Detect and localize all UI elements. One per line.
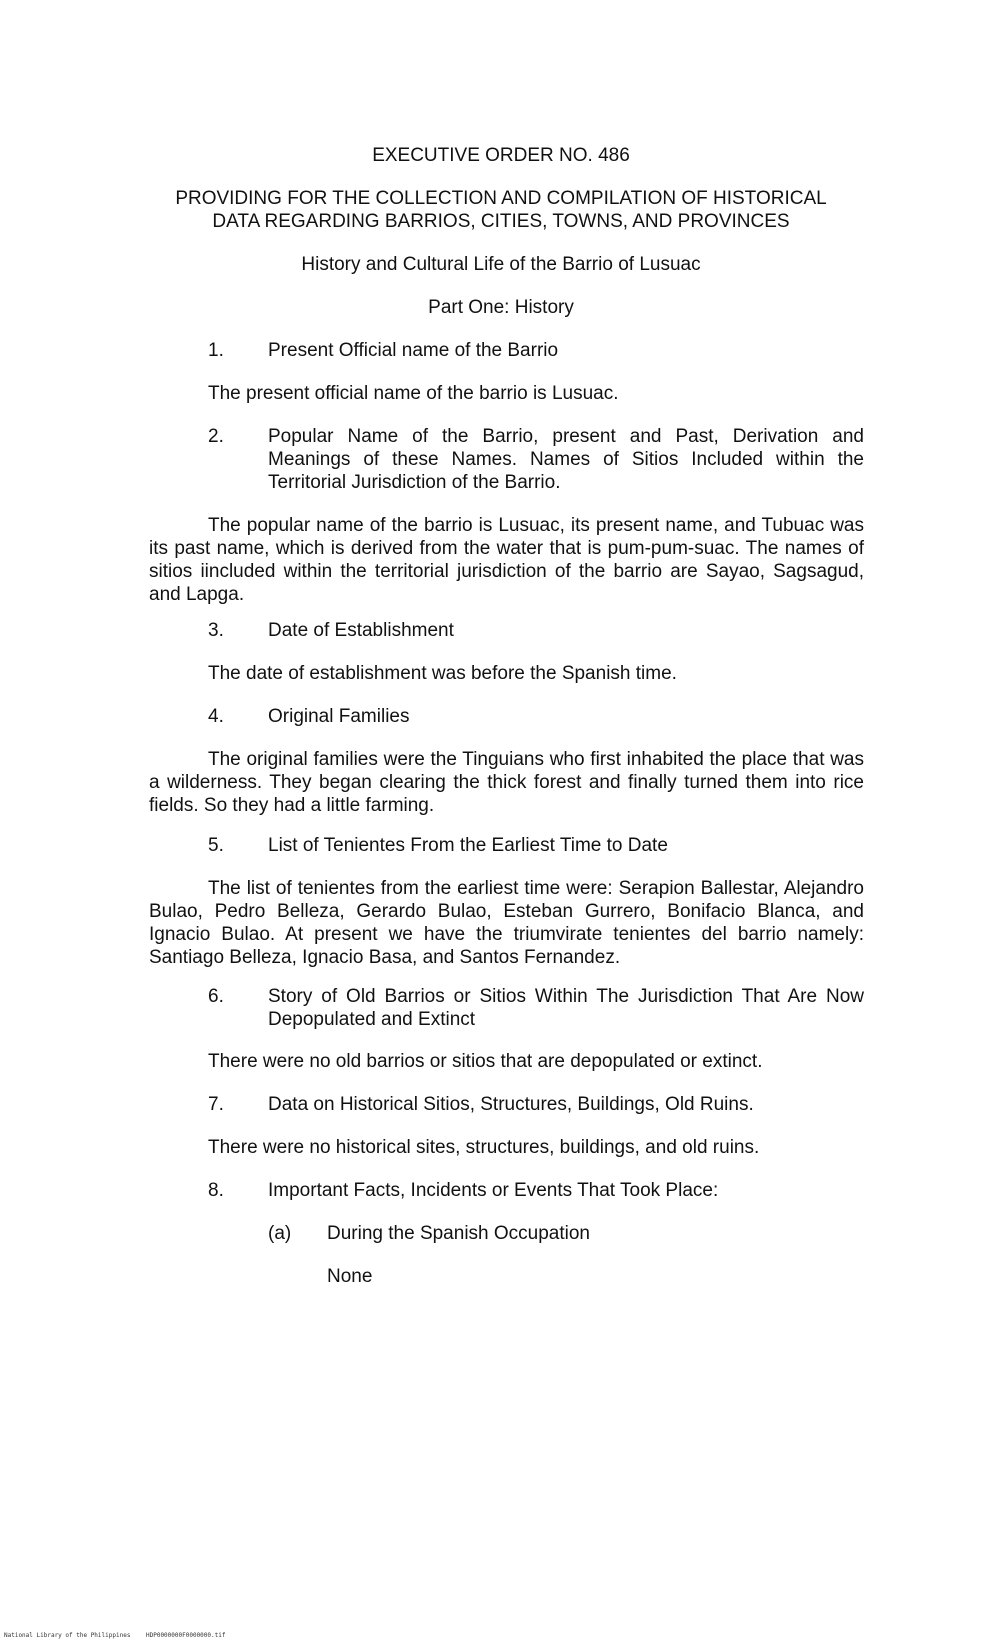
section-2-number: 2. [208, 426, 224, 447]
section-6-body: There were no old barrios or sitios that are depopulated or extinct. [208, 1051, 763, 1072]
section-5-body: The list of tenientes from the earliest time were: Serapion Ballestar, Alejandro Bulao, Pedro Belleza, Gerardo Bulao, Esteban Gurrero, Bonifacio Blanca, and Ignacio Bulao. At present we have the triumvirate tenientes del barrio namely: Santiago Belleza, Ignacio Basa, and Santos Fernandez. [149, 878, 864, 968]
section-4-number: 4. [208, 706, 224, 727]
section-7-body: There were no historical sites, structures, buildings, and old ruins. [208, 1137, 760, 1158]
section-5-heading: List of Tenientes From the Earliest Time to Date [268, 835, 668, 856]
footer-file-id: HDP0000000F0000000.tif [146, 1632, 226, 1639]
subsection-a-label: (a) [268, 1223, 292, 1244]
document-title: History and Cultural Life of the Barrio of Lusuac [301, 254, 701, 275]
section-3-heading: Date of Establishment [268, 620, 454, 641]
section-3-number: 3. [208, 620, 224, 641]
section-2-body: The popular name of the barrio is Lusuac, its present name, and Tubuac was its past name, which is derived from the water that is pum-pum-suac. The names of sitios iincluded within the territorial jurisdiction of the barrio are Sayao, Sagsagud, and Lapga. [149, 515, 864, 605]
executive-order-title: EXECUTIVE ORDER NO. 486 [372, 145, 630, 166]
section-8-heading: Important Facts, Incidents or Events That Took Place: [268, 1180, 719, 1201]
section-5-number: 5. [208, 835, 224, 856]
subtitle-line-1: PROVIDING FOR THE COLLECTION AND COMPILATION OF HISTORICAL [175, 188, 827, 209]
section-1-body: The present official name of the barrio is Lusuac. [208, 383, 619, 404]
section-6-heading: Story of Old Barrios or Sitios Within The Jurisdiction That Are Now Depopulated and Extinct [268, 986, 864, 1030]
section-4-heading: Original Families [268, 706, 410, 727]
subsection-a-body: None [327, 1266, 373, 1287]
section-8-number: 8. [208, 1180, 224, 1201]
section-1-heading: Present Official name of the Barrio [268, 340, 559, 361]
section-4-body: The original families were the Tinguians who first inhabited the place that was a wilderness. They began clearing the thick forest and finally turned them into rice fields. So they had a little farming. [149, 749, 864, 816]
subsection-a-heading: During the Spanish Occupation [327, 1223, 590, 1244]
section-7-number: 7. [208, 1094, 224, 1115]
section-3-body: The date of establishment was before the Spanish time. [208, 663, 677, 684]
section-2-heading: Popular Name of the Barrio, present and Past, Derivation and Meanings of these Names. Names of Sitios Included within the Territorial Jurisdiction of the Barrio. [268, 426, 864, 493]
section-1-number: 1. [208, 340, 224, 361]
subtitle-line-2: DATA REGARDING BARRIOS, CITIES, TOWNS, AND PROVINCES [212, 211, 790, 232]
footer-library-stamp: National Library of the Philippines [4, 1632, 131, 1639]
section-6-number: 6. [208, 986, 224, 1007]
part-heading: Part One: History [428, 297, 574, 318]
section-7-heading: Data on Historical Sitios, Structures, Buildings, Old Ruins. [268, 1094, 754, 1115]
